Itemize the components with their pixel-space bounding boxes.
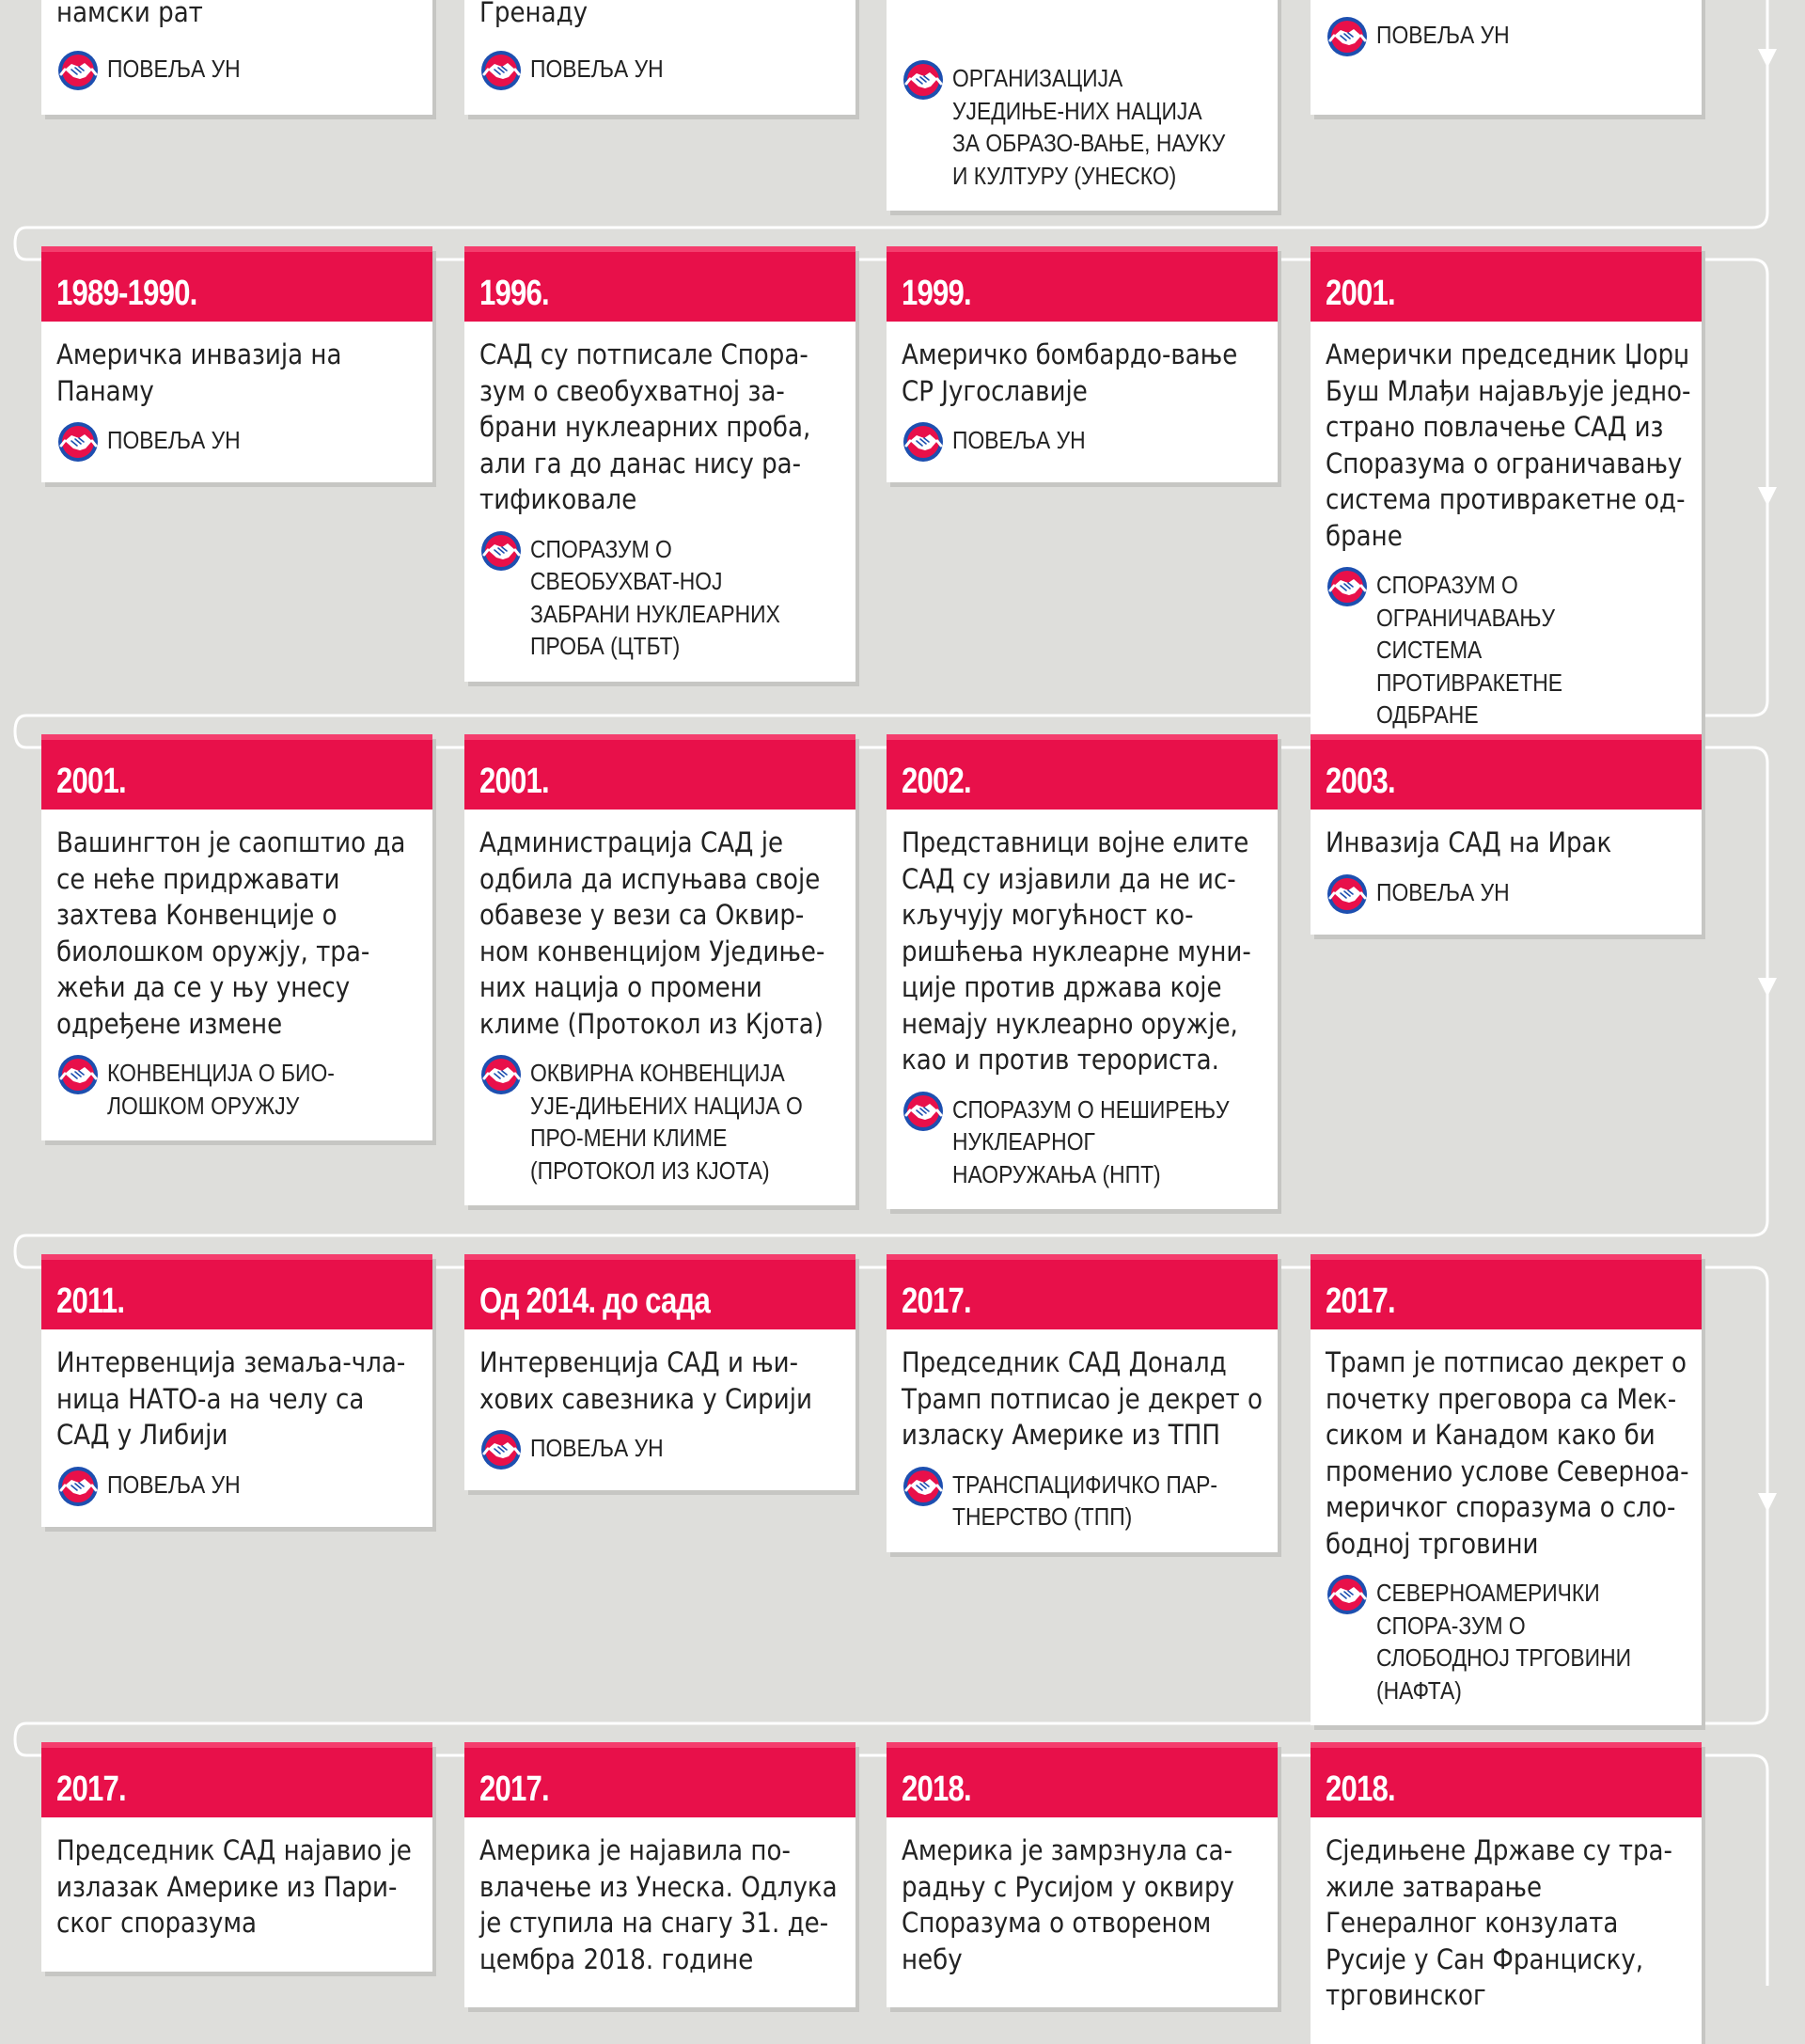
treaty-label: СПОРАЗУМ О СВЕОБУХВАТ-НОЈ ЗАБРАНИ НУКЛЕАРНИХ ПРОБА (ЦТБТ) bbox=[530, 534, 780, 660]
treaty-label: ПОВЕЉА УН bbox=[530, 1434, 664, 1462]
card-body bbox=[464, 322, 855, 682]
treaty-label: ТРАНСПАЦИФИЧКО ПАР-ТНЕРСТВО (ТПП) bbox=[952, 1470, 1217, 1531]
treaty-reference bbox=[902, 58, 1270, 192]
treaty-reference bbox=[1326, 565, 1694, 731]
event-year-header bbox=[1311, 1254, 1702, 1329]
card-body bbox=[887, 322, 1278, 482]
handshake-icon bbox=[479, 1053, 523, 1096]
card-body bbox=[41, 322, 432, 482]
event-description: Вашингтон је саопштио да се неће придржавати захтева Конвенције о биолошком оружју, тра-жећи да се у њу унесу одређене измене bbox=[56, 826, 406, 1040]
treaty-reference bbox=[902, 1465, 1270, 1533]
treaty-reference bbox=[56, 49, 425, 92]
card-body bbox=[887, 810, 1278, 1209]
event-card bbox=[464, 246, 855, 682]
treaty-label: ПОВЕЉА УН bbox=[1376, 21, 1510, 49]
event-year-header bbox=[887, 734, 1278, 810]
event-card bbox=[887, 1254, 1278, 1552]
event-card bbox=[41, 246, 432, 482]
card-body bbox=[41, 1329, 432, 1527]
event-description: САД су потписале Спора-зум о свеобухватној за-брани нуклеарних проба, али га до данас нису ра-тификовале bbox=[479, 338, 811, 515]
event-description: Администрација САД је одбила да испуњава своје обавезе у вези са Оквир-ном конвенцијом Уједиње-них нација о промени климе (Протокол из Кјота) bbox=[479, 826, 825, 1040]
event-description: Америчко бомбардо-вање СР Југославије bbox=[902, 338, 1238, 407]
event-year: 2001. bbox=[479, 762, 549, 801]
event-card bbox=[887, 734, 1278, 1209]
event-year-header bbox=[464, 734, 855, 810]
card-body bbox=[887, 1329, 1278, 1552]
card-body bbox=[464, 1329, 855, 1490]
event-year-header bbox=[41, 1254, 432, 1329]
treaty-label: ПОВЕЉА УН bbox=[107, 55, 241, 83]
event-year-header bbox=[1311, 246, 1702, 322]
event-card bbox=[41, 1742, 432, 1972]
event-card bbox=[1311, 1254, 1702, 1725]
event-year-header bbox=[887, 1742, 1278, 1817]
event-card-partial bbox=[1311, 0, 1702, 115]
event-card bbox=[1311, 246, 1702, 750]
handshake-icon bbox=[1326, 565, 1369, 608]
handshake-icon bbox=[479, 529, 523, 573]
card-body bbox=[1311, 1329, 1702, 1725]
event-description: Трамп је потписао декрет о почетку преговора са Мек-сиком и Канадом како би променио услове Северноа-меричког споразума о сло-бодној трговини bbox=[1326, 1346, 1689, 1560]
timeline-arrow-icon bbox=[1758, 978, 1777, 997]
treaty-label: ОКВИРНА КОНВЕНЦИЈА УЈЕ-ДИЊЕНИХ НАЦИЈА О ПРО-МЕНИ КЛИМЕ (ПРОТОКОЛ ИЗ КЈОТА) bbox=[530, 1059, 803, 1185]
handshake-icon bbox=[902, 420, 945, 464]
event-year-header bbox=[41, 734, 432, 810]
card-body bbox=[1311, 810, 1702, 935]
event-year: 2017. bbox=[1326, 1281, 1395, 1321]
treaty-reference bbox=[1326, 873, 1694, 916]
event-year: 2017. bbox=[56, 1769, 126, 1809]
handshake-icon bbox=[902, 1465, 945, 1508]
event-year: 1989-1990. bbox=[56, 274, 197, 313]
event-year: 2003. bbox=[1326, 762, 1395, 801]
event-year: 1999. bbox=[902, 274, 971, 313]
event-year-header bbox=[1311, 734, 1702, 810]
event-year: 2018. bbox=[902, 1769, 971, 1809]
handshake-icon bbox=[56, 49, 100, 92]
handshake-icon bbox=[902, 1090, 945, 1133]
treaty-reference bbox=[479, 1053, 848, 1187]
event-year-header bbox=[464, 246, 855, 322]
event-year: 2017. bbox=[479, 1769, 549, 1809]
card-body bbox=[41, 810, 432, 1140]
handshake-icon bbox=[56, 420, 100, 464]
event-year-header bbox=[1311, 1742, 1702, 1817]
event-year: 2011. bbox=[56, 1281, 125, 1321]
event-description: Америка је замрзнула са-радњу с Русијом у оквиру Споразума о отвореном небу bbox=[902, 1834, 1234, 1975]
treaty-reference bbox=[56, 1053, 425, 1122]
event-card bbox=[41, 734, 432, 1140]
event-description: Инвазија САД на Ирак bbox=[1326, 826, 1612, 858]
treaty-label: ОРГАНИЗАЦИЈА УЈЕДИЊЕ-НИХ НАЦИЈА ЗА ОБРАЗО-ВАЊЕ, НАУКУ И КУЛТУРУ (УНЕСКО) bbox=[952, 64, 1226, 190]
event-description: Америчка инвазија на Панаму bbox=[56, 338, 342, 407]
event-description: Интервенција земаља-чла-ница НАТО-а на челу са САД у Либији bbox=[56, 1346, 406, 1451]
event-card bbox=[464, 1254, 855, 1490]
card-body bbox=[464, 1817, 855, 2007]
handshake-icon bbox=[56, 1465, 100, 1508]
event-year-header bbox=[41, 246, 432, 322]
event-description: Представници војне елите САД су изјавили да не ис-кључују могућност ко-ришћења нуклеарне муни-ције против држава које немају нуклеарно оружје, као и против терориста. bbox=[902, 826, 1251, 1076]
event-card bbox=[887, 1742, 1278, 2007]
event-description: Америка је најавила по-влачење из Унеска. Одлука је ступила на снагу 31. де-цембра 2018. године bbox=[479, 1834, 838, 1975]
timeline-arrow-icon bbox=[1758, 487, 1777, 506]
handshake-icon bbox=[479, 49, 523, 92]
event-year-header bbox=[464, 1254, 855, 1329]
treaty-label: ПОВЕЉА УН bbox=[952, 426, 1086, 454]
event-year-header bbox=[887, 1254, 1278, 1329]
event-year: 2018. bbox=[1326, 1769, 1395, 1809]
handshake-icon bbox=[1326, 1573, 1369, 1616]
treaty-label: ПОВЕЉА УН bbox=[530, 55, 664, 83]
event-year-header bbox=[887, 246, 1278, 322]
card-body bbox=[464, 810, 855, 1205]
card-body bbox=[1311, 6, 1702, 58]
handshake-icon bbox=[902, 58, 945, 102]
treaty-reference bbox=[479, 49, 848, 92]
timeline-arrow-icon bbox=[1758, 49, 1777, 68]
event-year: Од 2014. до сада bbox=[479, 1281, 711, 1321]
event-description: Председник САД Доналд Трамп потписао је декрет о изласку Америке из ТПП bbox=[902, 1346, 1264, 1451]
event-card bbox=[1311, 734, 1702, 935]
event-card bbox=[887, 246, 1278, 482]
event-description: намски рат bbox=[56, 0, 203, 28]
handshake-icon bbox=[479, 1428, 523, 1471]
event-year: 2001. bbox=[1326, 274, 1395, 313]
event-description: Интервенција САД и њи-хових савезника у Сирији bbox=[479, 1346, 812, 1415]
event-year: 2002. bbox=[902, 762, 971, 801]
treaty-reference bbox=[479, 529, 848, 663]
treaty-reference bbox=[1326, 15, 1694, 58]
treaty-label: КОНВЕНЦИЈА О БИО-ЛОШКОМ ОРУЖЈУ bbox=[107, 1059, 335, 1120]
handshake-icon bbox=[1326, 873, 1369, 916]
card-body bbox=[887, 49, 1278, 192]
treaty-reference bbox=[902, 1090, 1270, 1191]
event-year-header bbox=[464, 1742, 855, 1817]
card-body bbox=[1311, 322, 1702, 750]
event-description: Сједињене Државе су тра-жиле затварање Генералног конзулата Русије у Сан Франциску, трговинског bbox=[1326, 1834, 1672, 2011]
event-description: Амерички председник Џорџ Буш Млађи најављује једно-страно повлачење САД из Споразума о ограничавању система противракетне од-бране bbox=[1326, 338, 1691, 552]
event-year: 2001. bbox=[56, 762, 126, 801]
treaty-reference bbox=[56, 1465, 425, 1508]
event-year-header bbox=[41, 1742, 432, 1817]
event-card-partial bbox=[887, 0, 1278, 211]
event-card bbox=[41, 1254, 432, 1527]
treaty-label: СЕВЕРНОАМЕРИЧКИ СПОРА-ЗУМ О СЛОБОДНОЈ ТРГОВИНИ (НАФТА) bbox=[1376, 1579, 1632, 1705]
event-description: Председник САД најавио је излазак Америке из Пари-ског споразума bbox=[56, 1834, 412, 1939]
event-card bbox=[464, 1742, 855, 2007]
card-body bbox=[1311, 1817, 1702, 2044]
treaty-label: ПОВЕЉА УН bbox=[1376, 877, 1510, 906]
card-body bbox=[464, 39, 855, 92]
treaty-reference bbox=[479, 1428, 848, 1471]
treaty-reference bbox=[56, 420, 425, 464]
event-card-partial bbox=[464, 0, 855, 115]
card-body bbox=[41, 39, 432, 92]
event-card bbox=[1311, 1742, 1702, 2044]
handshake-icon bbox=[56, 1053, 100, 1096]
handshake-icon bbox=[1326, 15, 1369, 58]
event-description: Гренаду bbox=[479, 0, 589, 28]
treaty-reference bbox=[902, 420, 1270, 464]
treaty-label: СПОРАЗУМ О ОГРАНИЧАВАЊУ СИСТЕМА ПРОТИВРАКЕТНЕ ОДБРАНЕ bbox=[1376, 571, 1563, 729]
event-card-partial bbox=[41, 0, 432, 115]
treaty-label: ПОВЕЉА УН bbox=[107, 426, 241, 454]
treaty-reference bbox=[1326, 1573, 1694, 1706]
card-body bbox=[41, 1817, 432, 1972]
card-body bbox=[887, 1817, 1278, 2007]
event-card bbox=[464, 734, 855, 1205]
event-year: 1996. bbox=[479, 274, 549, 313]
treaty-label: СПОРАЗУМ О НЕШИРЕЊУ НУКЛЕАРНОГ НАОРУЖАЊА (НПТ) bbox=[952, 1094, 1230, 1188]
event-year: 2017. bbox=[902, 1281, 971, 1321]
treaty-label: ПОВЕЉА УН bbox=[107, 1470, 241, 1499]
timeline-arrow-icon bbox=[1758, 1493, 1777, 1512]
